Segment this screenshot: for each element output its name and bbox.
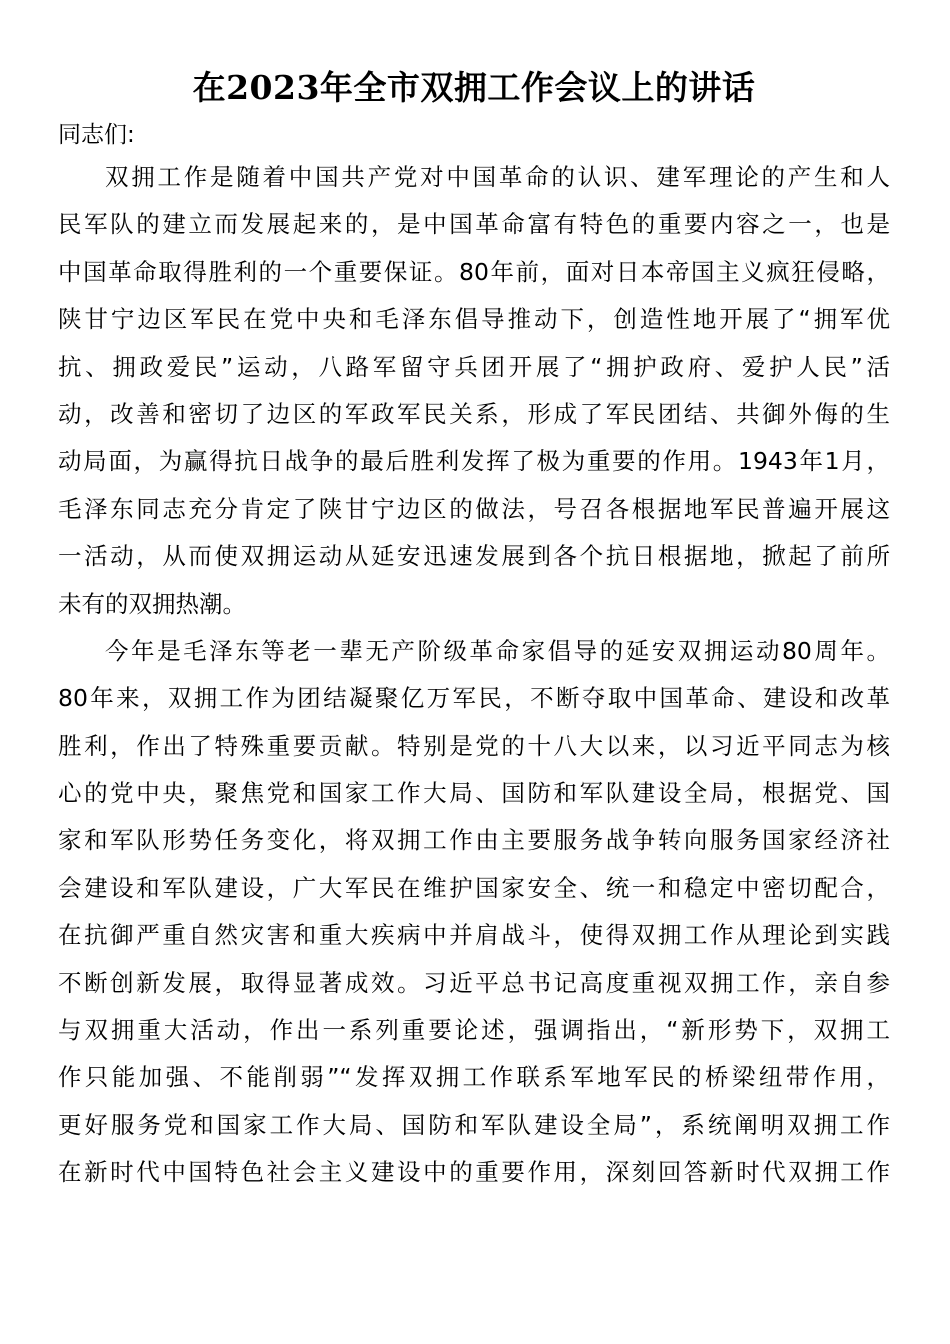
paragraph-line: 双拥工作是随着中国共产党对中国革命的认识、建军理论的产生和人 (105, 163, 890, 191)
paragraph-line: 动局面，为赢得抗日战争的最后胜利发挥了极为重要的作用。1943年1月， (58, 447, 890, 476)
paragraph-line: 今年是毛泽东等老一辈无产阶级革命家倡导的延安双拥运动80周年。 (105, 636, 890, 665)
paragraph-line: 动，改善和密切了边区的军政军民关系，形成了军民团结、共御外侮的生 (58, 399, 890, 428)
paragraph-line: 在抗御严重自然灾害和重大疾病中并肩战斗，使得双拥工作从理论到实践 (58, 921, 890, 950)
paragraph-line: 胜利，作出了特殊重要贡献。特别是党的十八大以来，以习近平同志为核 (58, 731, 890, 760)
salutation: 同志们: (58, 122, 135, 148)
paragraph-line: 作只能加强、不能削弱”“发挥双拥工作联系军地军民的桥梁纽带作用， (58, 1063, 890, 1092)
paragraph-line: 陕甘宁边区军民在党中央和毛泽东倡导推动下，创造性地开展了“拥军优 (58, 305, 890, 334)
paragraph-line: 抗、拥政爱民”运动，八路军留守兵团开展了“拥护政府、爱护人民”活 (58, 352, 890, 381)
paragraph-line: 80年来，双拥工作为团结凝聚亿万军民，不断夺取中国革命、建设和改革 (58, 684, 890, 713)
paragraph-line: 中国革命取得胜利的一个重要保证。80年前，面对日本帝国主义疯狂侵略， (58, 257, 890, 286)
paragraph-2 (58, 628, 890, 1197)
paragraph-line: 心的党中央，聚焦党和国家工作大局、国防和军队建设全局，根据党、国 (58, 779, 890, 808)
paragraph-line: 不断创新发展，取得显著成效。习近平总书记高度重视双拥工作，亲自参 (58, 968, 890, 997)
paragraph-line: 民军队的建立而发展起来的，是中国革命富有特色的重要内容之一，也是 (58, 210, 890, 239)
document-page (58, 60, 890, 1197)
paragraph-line: 会建设和军队建设，广大军民在维护国家安全、统一和稳定中密切配合， (58, 873, 890, 902)
paragraph-1 (58, 154, 890, 628)
document-title: 在2023年全市双拥工作会议上的讲话 (192, 68, 756, 107)
paragraph-line: 家和军队形势任务变化，将双拥工作由主要服务战争转向服务国家经济社 (58, 826, 890, 855)
paragraph-line: 一活动，从而使双拥运动从延安迅速发展到各个抗日根据地，掀起了前所 (58, 542, 890, 571)
paragraph-line: 在新时代中国特色社会主义建设中的重要作用，深刻回答新时代双拥工作 (58, 1158, 890, 1187)
paragraph-line: 毛泽东同志充分肯定了陕甘宁边区的做法，号召各根据地军民普遍开展这 (58, 494, 890, 523)
paragraph-line: 更好服务党和国家工作大局、国防和军队建设全局”，系统阐明双拥工作 (58, 1110, 890, 1139)
paragraph-line: 未有的双拥热潮。 (58, 589, 246, 618)
paragraph-line: 与双拥重大活动，作出一系列重要论述，强调指出，“新形势下，双拥工 (58, 1016, 890, 1045)
